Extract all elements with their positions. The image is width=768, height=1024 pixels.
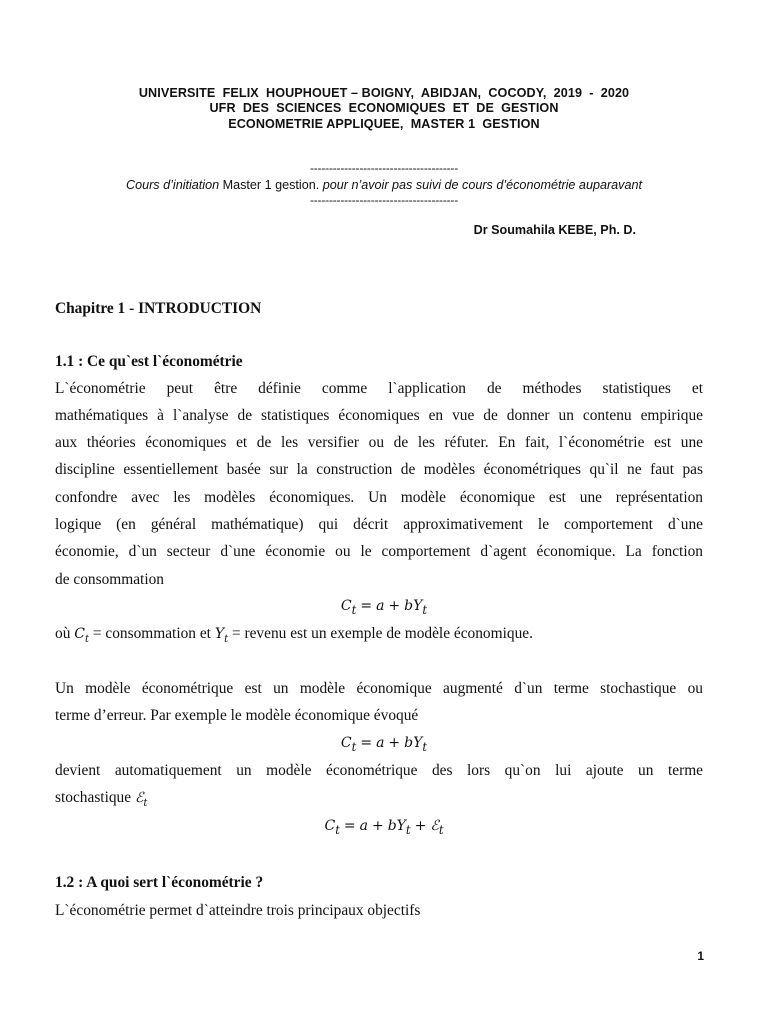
paragraph-line: mathématiques à l`analyse de statistiques économiques en vue de donner un contenu empirique bbox=[55, 407, 703, 424]
section-1-2-title: 1.2 : A quoi sert l`économétrie ? bbox=[55, 874, 264, 891]
paragraph-line: logique (en général mathématique) qui décrit approximativement le comportement d`une bbox=[55, 516, 703, 533]
paragraph-line: discipline essentiellement basée sur la construction de modèles économétriques qu`il ne faut pas bbox=[55, 461, 703, 478]
paragraph-line: L`économétrie permet d`atteindre trois principaux objectifs bbox=[55, 902, 421, 919]
header-university: UNIVERSITE FELIX HOUPHOUET – BOIGNY, ABIDJAN, COCODY, 2019 - 2020 bbox=[138, 86, 630, 100]
paragraph-line: économie, d`un secteur d`une économie ou le comportement d`agent économique. La fonction bbox=[55, 543, 703, 560]
subtitle-part3: pour n’avoir pas suivi de cours d’économétrie auparavant bbox=[319, 178, 642, 192]
paragraph-line: confondre avec les modèles économiques. Un modèle économique est une représentation bbox=[55, 489, 703, 506]
paragraph-line: de consommation bbox=[55, 571, 164, 588]
paragraph-line: Un modèle économétrique est un modèle économique augmenté d`un terme stochastique ou bbox=[55, 680, 703, 697]
chapter-title: Chapitre 1 - INTRODUCTION bbox=[55, 300, 262, 317]
paragraph-line: L`économétrie peut être définie comme l`application de méthodes statistiques et bbox=[55, 380, 703, 397]
paragraph-line: aux théories économiques et de les versifier ou de les réfuter. En fait, l`économétrie est une bbox=[55, 434, 703, 451]
consumption-formula: $C_t = a + bY_t$ bbox=[340, 598, 428, 617]
header-ufr: UFR DES SCIENCES ECONOMIQUES ET DE GESTION bbox=[209, 101, 559, 115]
subtitle-part2: Master 1 gestion. bbox=[222, 178, 320, 192]
paragraph-line: devient automatiquement un modèle économétrique des lors qu`on lui ajoute un terme bbox=[55, 762, 703, 779]
formula-explanation: où $C_t$ = consommation et $Y_t$ = revenu est un exemple de modèle économique. bbox=[55, 625, 533, 645]
page-number: 1 bbox=[697, 949, 704, 963]
econometric-model-formula: $C_t = a + bY_t$ + ℰ$_t$ bbox=[324, 818, 444, 837]
paragraph-line: terme d’erreur. Par exemple le modèle économique évoqué bbox=[55, 707, 419, 724]
economic-model-formula: $C_t = a + bY_t$ bbox=[340, 735, 428, 754]
author-name: Dr Soumahila KEBE, Ph. D. bbox=[473, 223, 636, 237]
subtitle-part1: Cours d’initiation bbox=[126, 178, 223, 192]
course-subtitle bbox=[0, 178, 768, 192]
separator-top: --------------------------------------- bbox=[309, 161, 459, 175]
separator-bottom: --------------------------------------- bbox=[309, 193, 459, 207]
paragraph-line: stochastique ℰ$_t$ bbox=[55, 789, 148, 809]
header-course: ECONOMETRIE APPLIQUEE, MASTER 1 GESTION bbox=[228, 117, 540, 131]
section-1-1-title: 1.1 : Ce qu`est l`économétrie bbox=[55, 353, 243, 370]
